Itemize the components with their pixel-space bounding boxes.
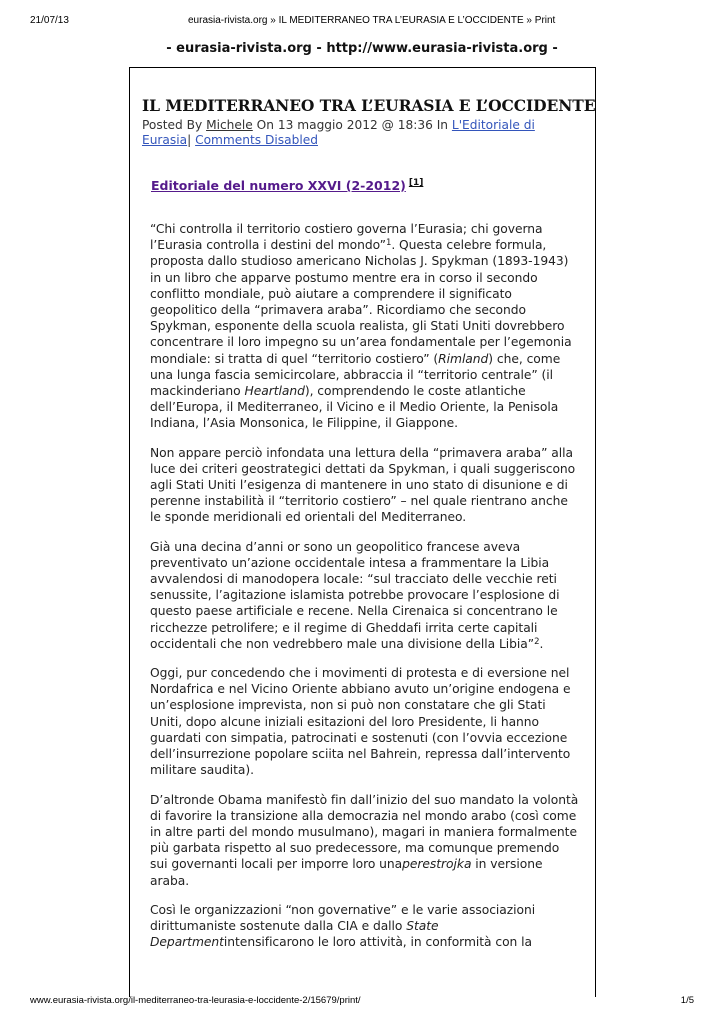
p1-text-a: “Chi controlla il territorio costiero governa l’Eurasia; chi governa l’Eurasia controlla i destini del mondo” — [150, 222, 543, 253]
paragraph-5 — [150, 792, 580, 889]
footnote-1: 1 — [385, 238, 392, 249]
paragraph-6 — [150, 902, 580, 951]
p1-text-c: ) che, come una lunga fascia semicircolare, abbraccia il “territorio centrale” (il mackinderiano — [150, 351, 561, 399]
editorial-link[interactable]: Editoriale del numero XXVI (2-2012) — [151, 178, 406, 193]
meta-date: On 13 maggio 2012 @ 18:36 In — [252, 118, 452, 132]
p3-text-b: . — [539, 636, 544, 651]
state-department-term: State Department — [150, 918, 439, 950]
meta-separator: | — [187, 133, 196, 147]
page-number: 1/5 — [680, 995, 694, 1006]
author-link[interactable]: Michele — [206, 118, 253, 132]
paragraph-1 — [150, 221, 580, 432]
print-header — [30, 15, 694, 29]
rimland-term: Rimland — [438, 351, 489, 366]
p6-text-a: Così le organizzazioni “non governative” e le varie associazioni dirittumaniste sostenute dalla CIA e dallo — [150, 902, 536, 933]
print-date: 21/07/13 — [30, 15, 69, 26]
post-title: IL MEDITERRANEO TRA L’EURASIA E L’OCCIDENTE — [142, 96, 596, 115]
print-footer — [30, 995, 694, 1009]
p5-text-b: in versione araba. — [150, 857, 543, 888]
paragraph-2: Non appare perciò infondata una lettura della “primavera araba” alla luce dei criteri geostrategici dettati da Spykman, i quali suggeriscono agli Stati Uniti l’esigenza di mantenere in uno stato di disunione e di perenne instabilità il “territorio costiero” – nel quale rientrano anche le sponde meridionali ed orientali del Mediterraneo. — [150, 445, 576, 525]
perestrojka-term: perestrojka — [402, 857, 472, 872]
article-frame — [129, 67, 596, 997]
footnote-ref-1[interactable]: [1] — [408, 178, 424, 188]
p3-text-a: Già una decina d’anni or sono un geopolitico francese aveva preventivato un’azione occidentale intesa a frammentare la Libia avvalendosi di manodopera locale: “sul tracciato delle vecchie reti senussite, l’agitazione islamista potrebbe provocare l’esplosione di questo paese artificiale e recene. Nella Cirenaica si concentrano le ricchezze petrolifere; e il regime di Gheddafi irrita certe capitali occidentali che non vedrebbero male una divisione della Libia” — [150, 539, 560, 651]
post-meta — [142, 118, 582, 148]
print-url: www.eurasia-rivista.org/il-mediterraneo-tra-leurasia-e-loccidente-2/15679/print/ — [30, 995, 361, 1006]
paragraph-3 — [150, 539, 580, 652]
p5-text-a: D’altronde Obama manifestò fin dall’inizio del suo mandato la volontà di favorire la transizione alla democrazia nel mondo arabo (così come in altre parti del mondo musulmano), magari in maniera formalmente più garbata rispetto al suo predecessore, ma comunque premendo sui governanti locali per imporre loro una — [150, 792, 579, 872]
meta-posted-by: Posted By — [142, 118, 207, 132]
p1-text-b: . Questa celebre formula, proposta dallo studioso americano Nicholas J. Spykman (1893-1943) in un libro che apparve postumo mentre era in corso il secondo conflitto mondiale, può aiutare a comprendere il significato geopolitico della “primavera araba”. Ricordiamo che secondo Spykman, esponente della scuola realista, gli Stati Uniti dovrebbero concentrare il loro impegno su un’area fondamentale per l’egemonia mondiale: si tratta di quel “territorio costiero” ( — [150, 238, 572, 366]
p6-text-b: intensificarono le loro attività, in conformità con la — [223, 935, 533, 950]
print-page-title: eurasia-rivista.org » IL MEDITERRANEO TRA L’EURASIA E L’OCCIDENTE » Print — [188, 15, 556, 26]
footnote-2: 2 — [534, 636, 540, 647]
editorial-subtitle — [151, 178, 423, 193]
comments-link[interactable]: Comments Disabled — [195, 133, 318, 147]
heartland-term: Heartland — [244, 384, 305, 399]
p1-text-d: ), comprendendo le coste atlantiche dell’Europa, il Mediterraneo, il Vicino e il Medio Oriente, la Penisola Indiana, l’Asia Monsonica, le Filippine, il Giappone. — [150, 384, 559, 431]
paragraph-4: Oggi, pur concedendo che i movimenti di protesta e di eversione nel Nordafrica e nel Vicino Oriente abbiano avuto un’origine endogena e un’esplosione imprevista, non si può non constatare che gli Stati Uniti, dopo alcune iniziali esitazioni del loro Presidente, li hanno guardati con simpatia, patrocinati e sostenuti (con l’ovvia eccezione dell’insurrezione popolare sciita nel Bahrein, repressa dall’intervento militare saudita). — [150, 666, 571, 778]
category-link[interactable]: L'Editoriale di Eurasia — [142, 118, 535, 147]
site-line: - eurasia-rivista.org - http://www.eurasia-rivista.org - — [166, 41, 558, 56]
article-body — [150, 221, 580, 963]
